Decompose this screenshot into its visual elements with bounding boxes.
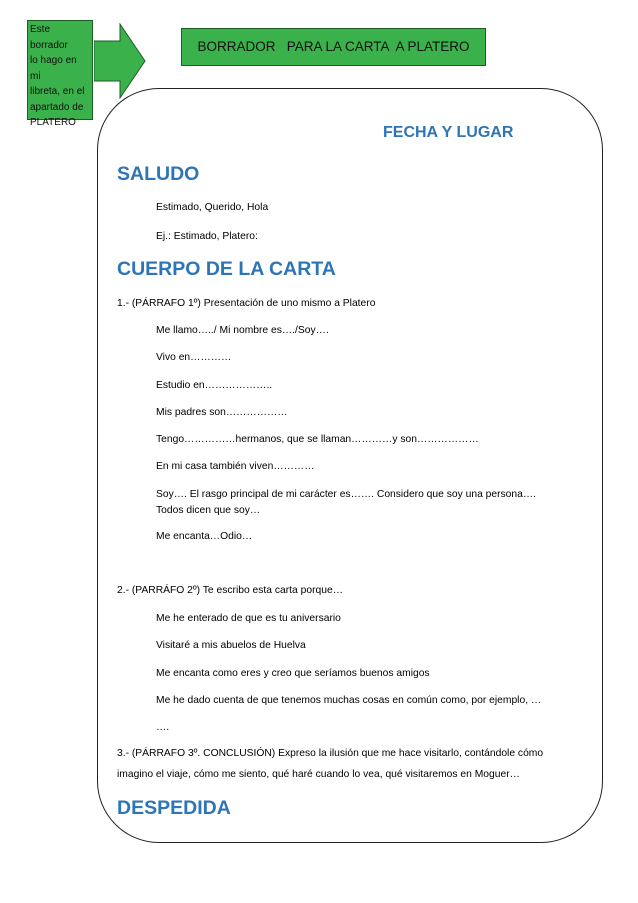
side-note-box xyxy=(27,20,93,128)
paragraph-2-title: 2.- (PARRÁFO 2º) Te escribo esta carta porque… xyxy=(117,585,343,596)
paragraph-2-line: Me he dado cuenta de que tenemos muchas cosas en común como, por ejemplo, … xyxy=(156,695,542,706)
side-note-line: lo hago en mi xyxy=(30,55,77,82)
paragraph-2-line: …. xyxy=(156,722,170,733)
paragraph-1-title: 1.- (PÁRRAFO 1º) Presentación de uno mismo a Platero xyxy=(117,298,376,309)
paragraph-1-line: Tengo……………hermanos, que se llaman…………y son……………… xyxy=(156,434,479,445)
paragraph-1-line: Me encanta…Odio… xyxy=(156,531,253,542)
paragraph-3-line: imagino el viaje, cómo me siento, qué haré cuando lo vea, qué visitaremos en Moguer… xyxy=(117,769,520,780)
page-title: BORRADOR PARA LA CARTA A PLATERO xyxy=(181,28,486,66)
saludo-line: Estimado, Querido, Hola xyxy=(156,202,269,213)
paragraph-1-line: Soy…. El rasgo principal de mi carácter es……. Considero que soy una persona…. xyxy=(156,489,537,500)
right-arrow-icon xyxy=(94,23,146,99)
side-note-line: PLATERO xyxy=(30,117,76,128)
despedida-heading: DESPEDIDA xyxy=(117,797,231,819)
side-note-line: apartado de xyxy=(30,101,84,113)
date-place-heading: FECHA Y LUGAR xyxy=(383,124,514,141)
side-note-line: libreta, en el xyxy=(30,86,85,97)
paragraph-1-line: En mi casa también viven………… xyxy=(156,461,315,472)
paragraph-1-line: Mis padres son……………… xyxy=(156,407,288,418)
paragraph-2-line: Me encanta como eres y creo que seríamos buenos amigos xyxy=(156,668,430,679)
side-note-line: Este borrador xyxy=(30,24,68,51)
paragraph-1-line: Me llamo…../ Mi nombre es…./Soy…. xyxy=(156,325,329,336)
cuerpo-heading: CUERPO DE LA CARTA xyxy=(117,258,336,280)
paragraph-1-line: Vivo en………… xyxy=(156,352,232,363)
paragraph-1-line: Todos dicen que soy… xyxy=(156,505,261,516)
paragraph-2-line: Visitaré a mis abuelos de Huelva xyxy=(156,640,306,651)
paragraph-1-line: Estudio en……………….. xyxy=(156,380,273,391)
saludo-heading: SALUDO xyxy=(117,163,200,185)
saludo-line: Ej.: Estimado, Platero: xyxy=(156,231,258,242)
paragraph-2-line: Me he enterado de que es tu aniversario xyxy=(156,613,341,624)
paragraph-3-line: 3.- (PÁRRAFO 3º. CONCLUSIÓN) Expreso la ilusión que me hace visitarlo, contándole cómo xyxy=(117,748,544,759)
